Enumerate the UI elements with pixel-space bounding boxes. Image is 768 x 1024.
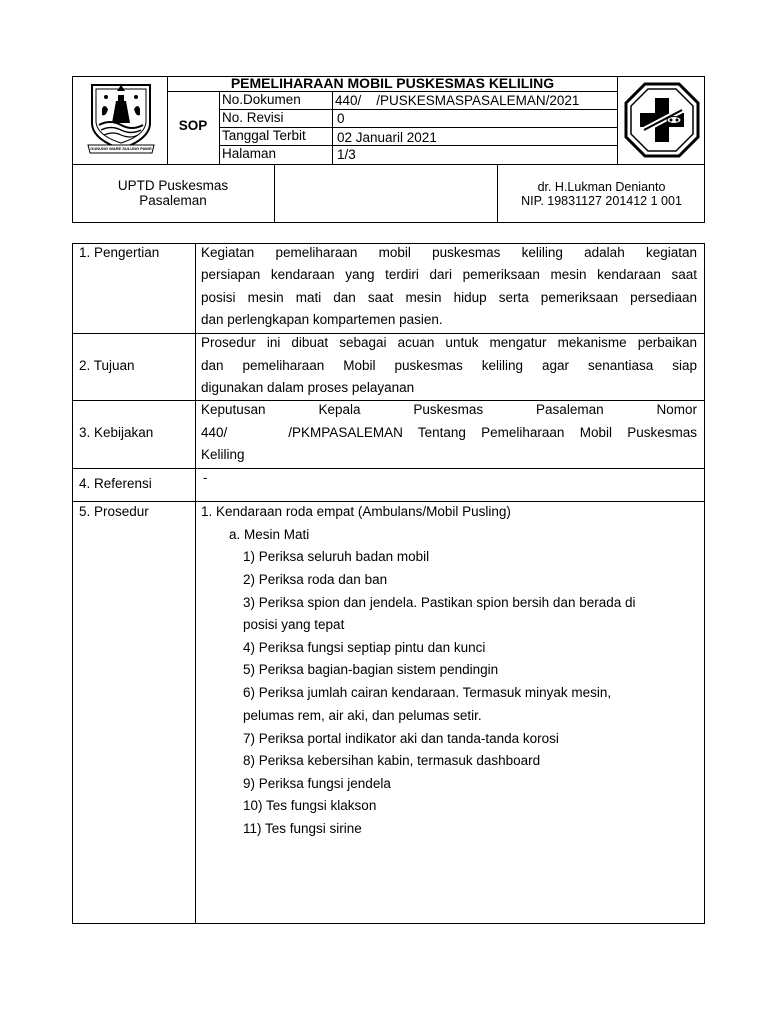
field-value-tanggal-terbit: 02 Januaril 2021 (337, 130, 437, 145)
prosedur-step: 1) Periksa seluruh badan mobil (243, 549, 430, 564)
divider (72, 400, 705, 401)
regency-seal-logo (86, 79, 156, 157)
divider (617, 76, 618, 164)
seal-motto: GUNUNG WARE SULUNG PAWE (90, 146, 152, 151)
divider (195, 243, 196, 924)
divider (72, 468, 705, 469)
field-value-halaman: 1/3 (337, 147, 356, 162)
section-label-referensi: 4. Referensi (79, 476, 152, 491)
divider (72, 164, 705, 165)
prosedur-step: 4) Periksa fungsi septiap pintu dan kunci (243, 640, 486, 655)
field-label-no-dokumen: No.Dokumen (222, 92, 301, 107)
kebijakan-line: 440/ /PKMPASALEMAN Tentang Pemeliharaan Mobil Puskesmas (201, 425, 697, 440)
prosedur-step: 7) Periksa portal indikator aki dan tanda-tanda korosi (243, 731, 559, 746)
prosedur-step: posisi yang tepat (243, 617, 345, 632)
field-value-no-revisi: 0 (337, 111, 345, 126)
signer-nip: NIP. 19831127 201412 1 001 (521, 194, 682, 208)
prosedur-step: 8) Periksa kebersihan kabin, termasuk dashboard (243, 753, 541, 768)
section-label-pengertian: 1. Pengertian (79, 245, 160, 260)
prosedur-step: 5) Periksa bagian-bagian sistem pendingin (243, 662, 499, 677)
sop-label: SOP (178, 118, 208, 133)
page-title: PEMELIHARAAN MOBIL PUSKESMAS KELILING (230, 75, 555, 91)
tujuan-line: dan pemeliharaan Mobil puskesmas keliling agar senantiasa siap (201, 358, 697, 373)
pengertian-line: persiapan kendaraan yang terdiri dari pemeriksaan mesin kendaraan saat (201, 267, 697, 282)
puskesmas-logo-icon (622, 80, 702, 160)
section-label-prosedur: 5. Prosedur (79, 504, 149, 519)
prosedur-step: 3) Periksa spion dan jendela. Pastikan spion bersih dan berada di (243, 595, 636, 610)
referensi-value: - (203, 470, 208, 485)
prosedur-step: 11) Tes fungsi sirine (243, 821, 362, 836)
prosedur-step: 10) Tes fungsi klakson (243, 798, 377, 813)
divider (72, 501, 705, 502)
pengertian-line: dan perlengkapan kompartemen pasien. (201, 312, 443, 327)
prosedur-step: 6) Periksa jumlah cairan kendaraan. Termasuk minyak mesin, (243, 685, 612, 700)
kebijakan-line: Keliling (201, 447, 245, 462)
tujuan-line: Prosedur ini dibuat sebagai acuan untuk mengatur mekanisme perbaikan (201, 335, 697, 350)
section-label-tujuan: 2. Tujuan (79, 358, 135, 373)
unit-name-line2: Pasaleman (139, 193, 207, 208)
prosedur-subheading: a. Mesin Mati (229, 527, 310, 542)
prosedur-step: 9) Periksa fungsi jendela (243, 776, 391, 791)
signer-name: dr. H.Lukman Denianto (537, 180, 666, 194)
field-value-no-dokumen: 440/ /PUSKESMASPASALEMAN/2021 (335, 93, 580, 108)
section-label-kebijakan: 3. Kebijakan (79, 425, 154, 440)
unit-name-line1: UPTD Puskesmas (117, 178, 229, 193)
prosedur-step: 2) Periksa roda dan ban (243, 572, 388, 587)
field-label-no-revisi: No. Revisi (222, 110, 284, 125)
divider (72, 333, 705, 334)
kebijakan-line: Keputusan Kepala Puskesmas Pasaleman Nomor (201, 402, 697, 417)
field-label-halaman: Halaman (222, 146, 277, 161)
prosedur-step: pelumas rem, air aki, dan pelumas setir. (243, 708, 482, 723)
pengertian-line: Kegiatan pemeliharaan mobil puskesmas keliling adalah kegiatan (201, 245, 697, 260)
pengertian-line: posisi mesin mati dan saat mesin hidup serta pemeriksaan persediaan (201, 290, 697, 305)
divider (274, 164, 275, 223)
prosedur-heading: 1. Kendaraan roda empat (Ambulans/Mobil Pusling) (201, 504, 511, 519)
field-label-tanggal-terbit: Tanggal Terbit (222, 128, 306, 143)
tujuan-line: digunakan dalam proses pelayanan (201, 380, 415, 395)
